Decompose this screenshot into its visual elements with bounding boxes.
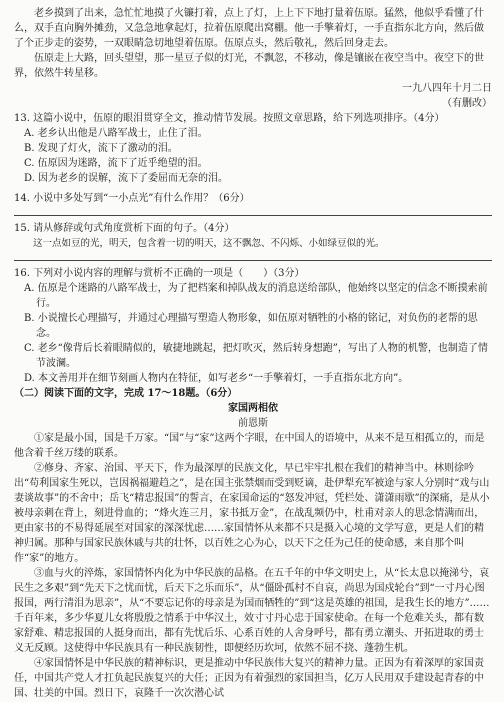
question-14 <box>14 191 492 216</box>
q16-stem: 16. 下列对小说内容的理解与赏析不正确的一项是（ ）（3分） <box>14 268 305 279</box>
section-heading: （二）阅读下面的文字，完成 17～18题。（6分） <box>14 388 238 399</box>
essay-title: 家国两相依 <box>228 403 278 414</box>
essay-paragraph-2: ②修身、齐家、治国、平天下，作为最深厚的民族文化，早已牢牢扎根在我们的精神当中。林则徐吟出“苟利国家生死以，岂因祸福避趋之”，是在国主张禁烟而受到贬谪，赴伊犁充军被途与家人分别时“戏与山妻谈故事”的不舍中；岳飞“精忠报国”的誓言，在家国命运的“怒发冲冠，凭栏处、潇潇雨歇”的深痛，是从小被母亲刺在背上，刻进骨血的；“烽火连三月，家书抵万金”，在战乱频仍中，杜甫对亲人的思念情满而出，更由家书的不易得延展至对国家的深深忧虑……家国情怀从来都不只是摄入心境的文学写意，更是人们的精神归属。那种与国家民族休戚与共的壮怀，以百姓之心为心，以天下之任为己任的使命感，来自那个叫作“家”的地方。 <box>14 463 490 564</box>
q13-option-a: A. 老乡认出他是八路军战士，止住了泪。 <box>24 128 208 139</box>
answer-line <box>14 215 492 216</box>
q15-quote: 这一点如豆的光，明天，包含着一切的明天，这不飘忽、不闪烁、小如绿豆似的光。 <box>33 238 385 249</box>
story-paragraph-2: 伍原走上大路，回头望望，那一星豆子似的灯光，不飘忽，不移动，像是镶嵌在夜空当中。夜空下的世界，依然牛转星移。 <box>14 53 484 79</box>
essay-paragraph-3: ③血与火的淬炼，家国情怀内化为中华民族的品格。在五千年的中华文明史上，从“长太息以掩涕兮，哀民生之多艰”到“先天下之忧而忧，后天下之乐而乐”，从“僵卧孤村不自哀，尚思为国戍轮台”到“一寸丹心图报国，两行清泪为思亲”，从“不要忘记你的母亲是为国而牺牲的”到“这是英雄的祖国，是我生长的地方”……千百年来，多少华夏儿女将殷殷之情系于中华汉土，效寸寸丹心忠于国家使命。在每一个危难关头，都有数家舒难、精忠报国的人挺身而出，都有先忧后乐、心系百姓的人舍身呼号，都有勇立潮头、开拓进取的勇士义无反顾。这使得中华民族具有一种民族韧性，即便经历坎坷，依然不屈不挠、蓬勃生机。 <box>14 568 490 654</box>
q16-option-d: D. 本文善用并在细节刻画人物内在特征，如写老乡“一手擎着灯，一手直指东北方向”。 <box>24 373 409 384</box>
story-paragraph-1: 老乡摸到了出来，急忙忙地摸了火镰打着，点上了灯，上上下下地打量着伍原。猛然，他似乎看懂了什么，双手直向胸外摊劲，又急急地拿起灯，拉着伍原爬出窝棚。他一手擎着灯，一手直指东北方向，然后做了个正步走的姿势，一双眼睛急切地望着伍原。伍原点头，然后敬礼，然后回身走去。 <box>14 8 484 49</box>
essay-paragraph-1: ①家是最小国，国是千万家。“国”与“家”这两个字眼，在中国人的语境中，从来不是互相孤立的，而是他含着千丝万缕的联系。 <box>14 433 485 459</box>
q13-option-b: B. 发现了灯火，流下了激动的泪。 <box>24 143 178 154</box>
essay-paragraph-4: ④家国情怀是中华民族的精神标识，更是推动中华民族伟大复兴的精神力量。正因为有着深厚的家国责任，中国共产党人才扛负起民族复兴的大任；正因为有着强烈的家国担当，亿万人民用双手建设起青春的中国、壮美的中国。烈日下，哀隆千一次次潜心试 <box>14 658 484 699</box>
essay-author: 前恩斯 <box>238 418 268 429</box>
question-16 <box>14 266 492 386</box>
q16-option-a: A. 伍原是个迷路的八路军战士，为了把档案和掉队战友的消息送给部队，他始终以坚定的信念不断摸索前行。 <box>24 283 488 309</box>
exam-page <box>14 6 492 701</box>
question-13 <box>14 111 492 186</box>
story-date: 一九八四年十月二日 <box>402 83 492 94</box>
question-15 <box>14 221 492 261</box>
q16-option-b: B. 小说擅长心理描写，并通过心理描写塑造人物形象，如伍原对牺牲的小格的铭记，对负伤的老帮的思念。 <box>24 313 478 339</box>
q13-stem: 13. 这篇小说中，伍原的眼泪贯穿全文，推动情节发展。按照文章思路，给下列选项排序。（4分） <box>14 113 445 124</box>
q13-option-d: D. 因为老乡的误解，流下了委屈而无奈的泪。 <box>24 173 229 184</box>
q14-stem: 14. 小说中多处写到“一小点光”有什么作用？（6分） <box>14 193 250 204</box>
story-note: （有删改） <box>442 98 492 109</box>
answer-line <box>14 260 492 261</box>
q16-option-c: C. 老乡“像背后长着眼睛似的，敏捷地跳起，把灯吹灭，然后转身想跑”，写出了人物的机警，也制造了情节波澜。 <box>24 343 488 369</box>
q15-stem: 15. 请从修辞或句式角度赏析下面的句子。（4分） <box>14 223 235 234</box>
q13-option-c: C. 伍原因为迷路，流下了近乎绝望的泪。 <box>24 158 208 169</box>
